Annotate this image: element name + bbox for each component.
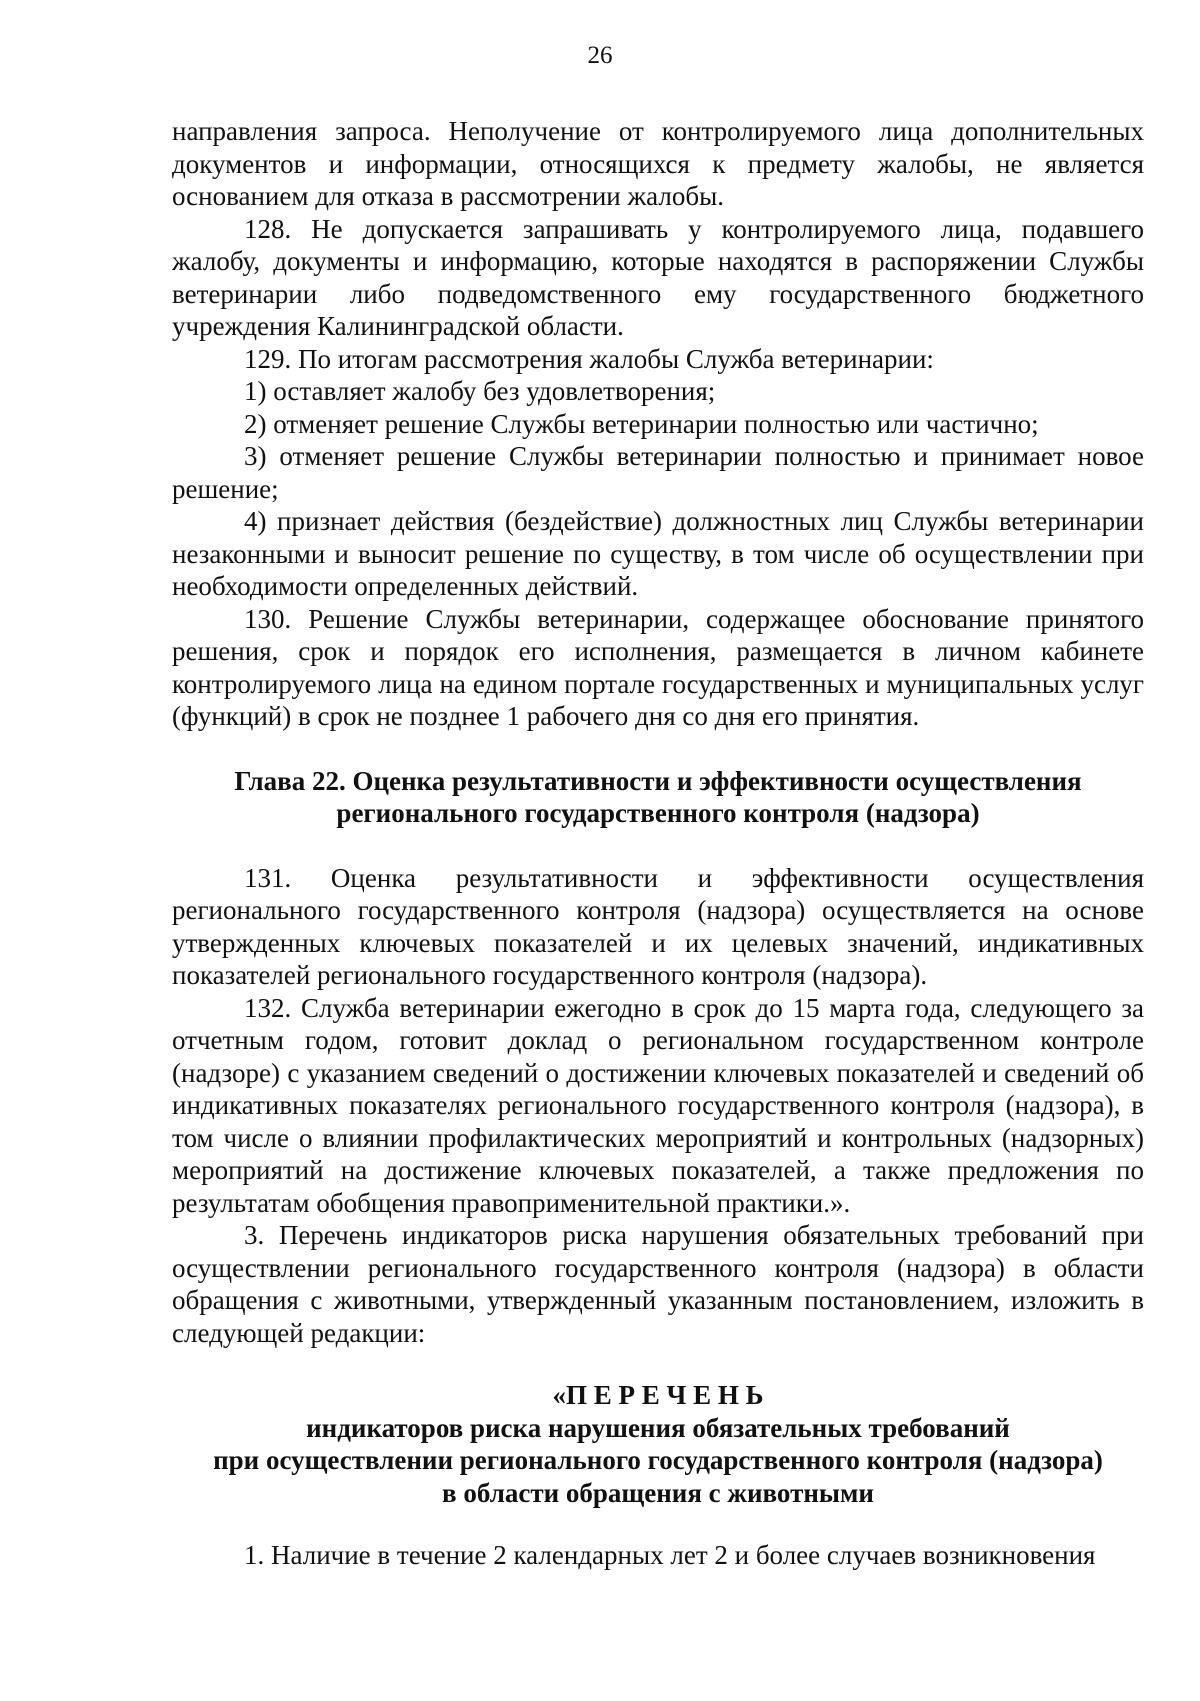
paragraph-132: 132. Служба ветеринарии ежегодно в срок до 15 марта года, следующего за отчетным годом, готовит доклад о региональном государственном контроле (надзоре) с указанием сведений о достижении ключевых показателей и сведений об индикативных показателях регионального государственного контроля (надзора), в том числе о влиянии профилактических мероприятий и контрольных (надзорных) мероприятий на достижение ключевых показателей, а также предложения по результатам обобщения правоприменительной практики.». xyxy=(172,992,1144,1218)
paragraph-130: 130. Решение Службы ветеринарии, содержащее обоснование принятого решения, срок и порядок его исполнения, размещается в личном кабинете контролируемого лица на едином портале государственных и муниципальных услуг (функций) в срок не позднее 1 рабочего дня со дня его принятия. xyxy=(172,603,1144,731)
list-heading-title: «П Е Р Е Ч Е Н Ь xyxy=(552,1380,764,1410)
paragraph-129-item-3: 3) отменяет решение Службы ветеринарии полностью и принимает новое решение; xyxy=(172,441,1144,504)
paragraph-129-item-2: 2) отменяет решение Службы ветеринарии полностью или частично; xyxy=(244,408,1039,439)
page-number: 26 xyxy=(587,42,613,69)
paragraph-continuation: направления запроса. Неполучение от контролируемого лица дополнительных документов и информации, относящихся к предмету жалобы, не является основанием для отказа в рассмотрении жалобы. xyxy=(172,116,1144,211)
list-heading-line-2: индикаторов риска нарушения обязательных требований xyxy=(306,1412,1010,1443)
paragraph-128: 128. Не допускается запрашивать у контролируемого лица, подавшего жалобу, документы и информацию, которые находятся в распоряжении Службы ветеринарии либо подведомственного ему государственного бюджетного учреждения Калининградской области. xyxy=(172,213,1144,341)
list-heading-line-3: при осуществлении регионального государственного контроля (надзора) xyxy=(213,1445,1103,1475)
paragraph-129-item-1: 1) оставляет жалобу без удовлетворения; xyxy=(244,376,716,406)
chapter-heading-line-1: Глава 22. Оценка результативности и эффективности осуществления xyxy=(234,765,1082,796)
chapter-heading xyxy=(172,765,1144,830)
paragraph-129-item-4: 4) признает действия (бездействие) должностных лиц Службы ветеринарии незаконными и выносит решение по существу, в том числе об осуществлении при необходимости определенных действий. xyxy=(172,506,1144,601)
chapter-heading-line-2: регионального государственного контроля (надзора) xyxy=(336,798,980,828)
list-heading xyxy=(172,1379,1144,1509)
paragraph-131: 131. Оценка результативности и эффективности осуществления регионального государственного контроля (надзора) осуществляется на основе утвержденных ключевых показателей и их целевых значений, индикативных показателей регионального государственного контроля (надзора). xyxy=(172,862,1144,990)
list-heading-line-4: в области обращения с животными xyxy=(442,1477,874,1508)
paragraph-129: 129. По итогам рассмотрения жалобы Служба ветеринарии: xyxy=(244,343,934,374)
paragraph-3: 3. Перечень индикаторов риска нарушения обязательных требований при осуществлении регионального государственного контроля (надзора) в области обращения с животными, утвержденный указанным постановлением, изложить в следующей редакции: xyxy=(172,1220,1144,1348)
document-body xyxy=(172,115,1144,1572)
list-item-1: 1. Наличие в течение 2 календарных лет 2 и более случаев возникновения xyxy=(244,1540,1096,1570)
